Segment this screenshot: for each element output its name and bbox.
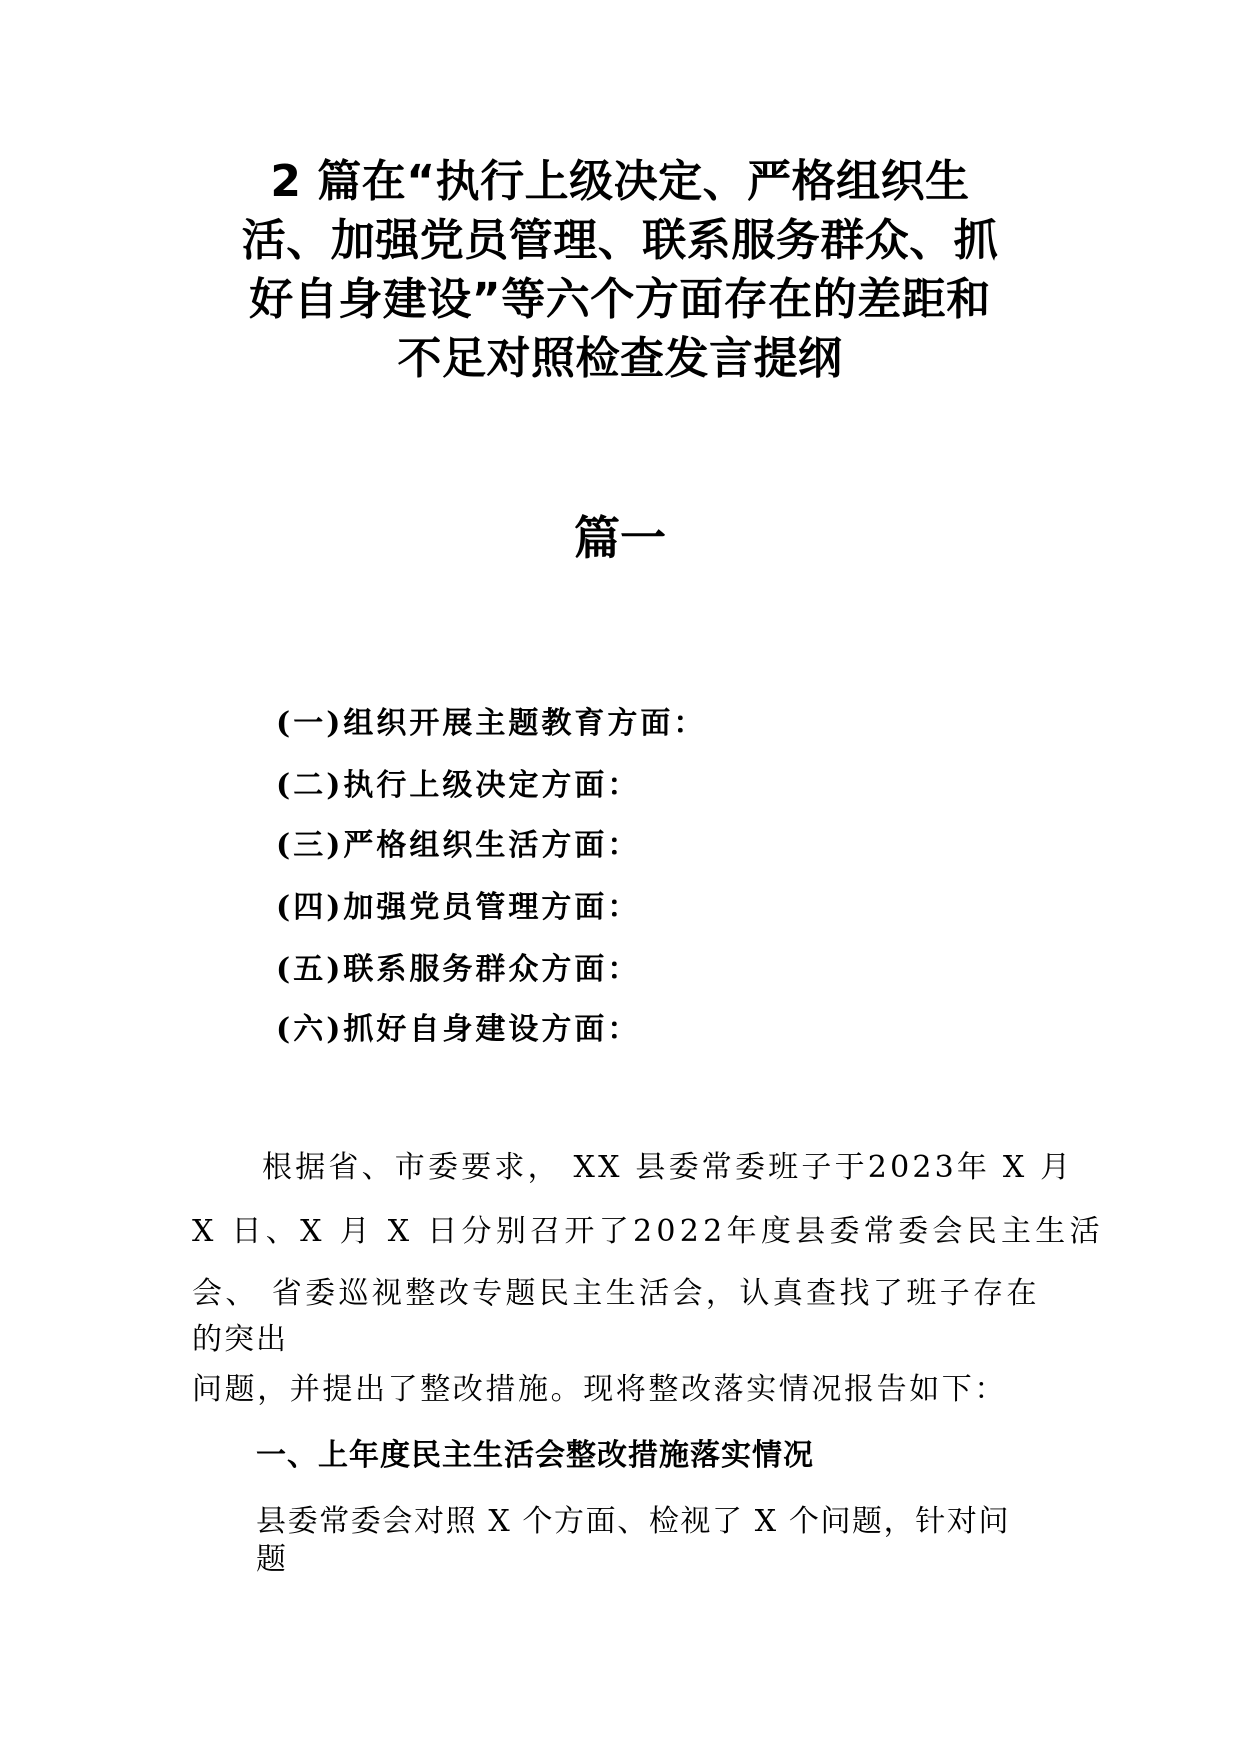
part-heading: 篇一 — [574, 511, 666, 565]
title-line: 不足对照检查发言提纲 — [397, 333, 843, 384]
document-title — [180, 152, 1060, 388]
outline-item: (三)严格组织生活方面： — [276, 828, 641, 863]
outline-item: (一)组织开展主题教育方面： — [276, 706, 707, 741]
outline-item: (四)加强党员管理方面： — [276, 890, 641, 925]
section-paragraph-line: 县委常委会对照 X 个方面、检视了 X 个问题，针对问 — [256, 1504, 1011, 1539]
section-paragraph-line: 题 — [256, 1542, 287, 1577]
intro-paragraph-line: 根据省、市委要求， XX 县委常委班子于2023年 X 月 — [262, 1150, 1074, 1185]
intro-paragraph-line: 会、 省委巡视整改专题民主生活会，认真查找了班子存在 — [192, 1276, 1040, 1311]
outline-item: (五)联系服务群众方面： — [276, 952, 641, 987]
intro-paragraph-line: 问题，并提出了整改措施。现将整改落实情况报告如下： — [192, 1372, 1007, 1407]
title-line: 活、加强党员管理、联系服务群众、抓 — [241, 215, 999, 266]
outline-item: (二)执行上级决定方面： — [276, 768, 641, 803]
title-line: 2 篇在“执行上级决定、严格组织生 — [270, 156, 970, 207]
intro-paragraph-line: 的突出 — [192, 1322, 288, 1357]
intro-paragraph-line: X 日、X 月 X 日分别召开了2022年度县委常委会民主生活 — [192, 1214, 1104, 1249]
outline-item: (六)抓好自身建设方面： — [276, 1012, 641, 1047]
title-line: 好自身建设”等六个方面存在的差距和 — [249, 274, 991, 325]
section-heading: 一、上年度民主生活会整改措施落实情况 — [256, 1438, 814, 1473]
